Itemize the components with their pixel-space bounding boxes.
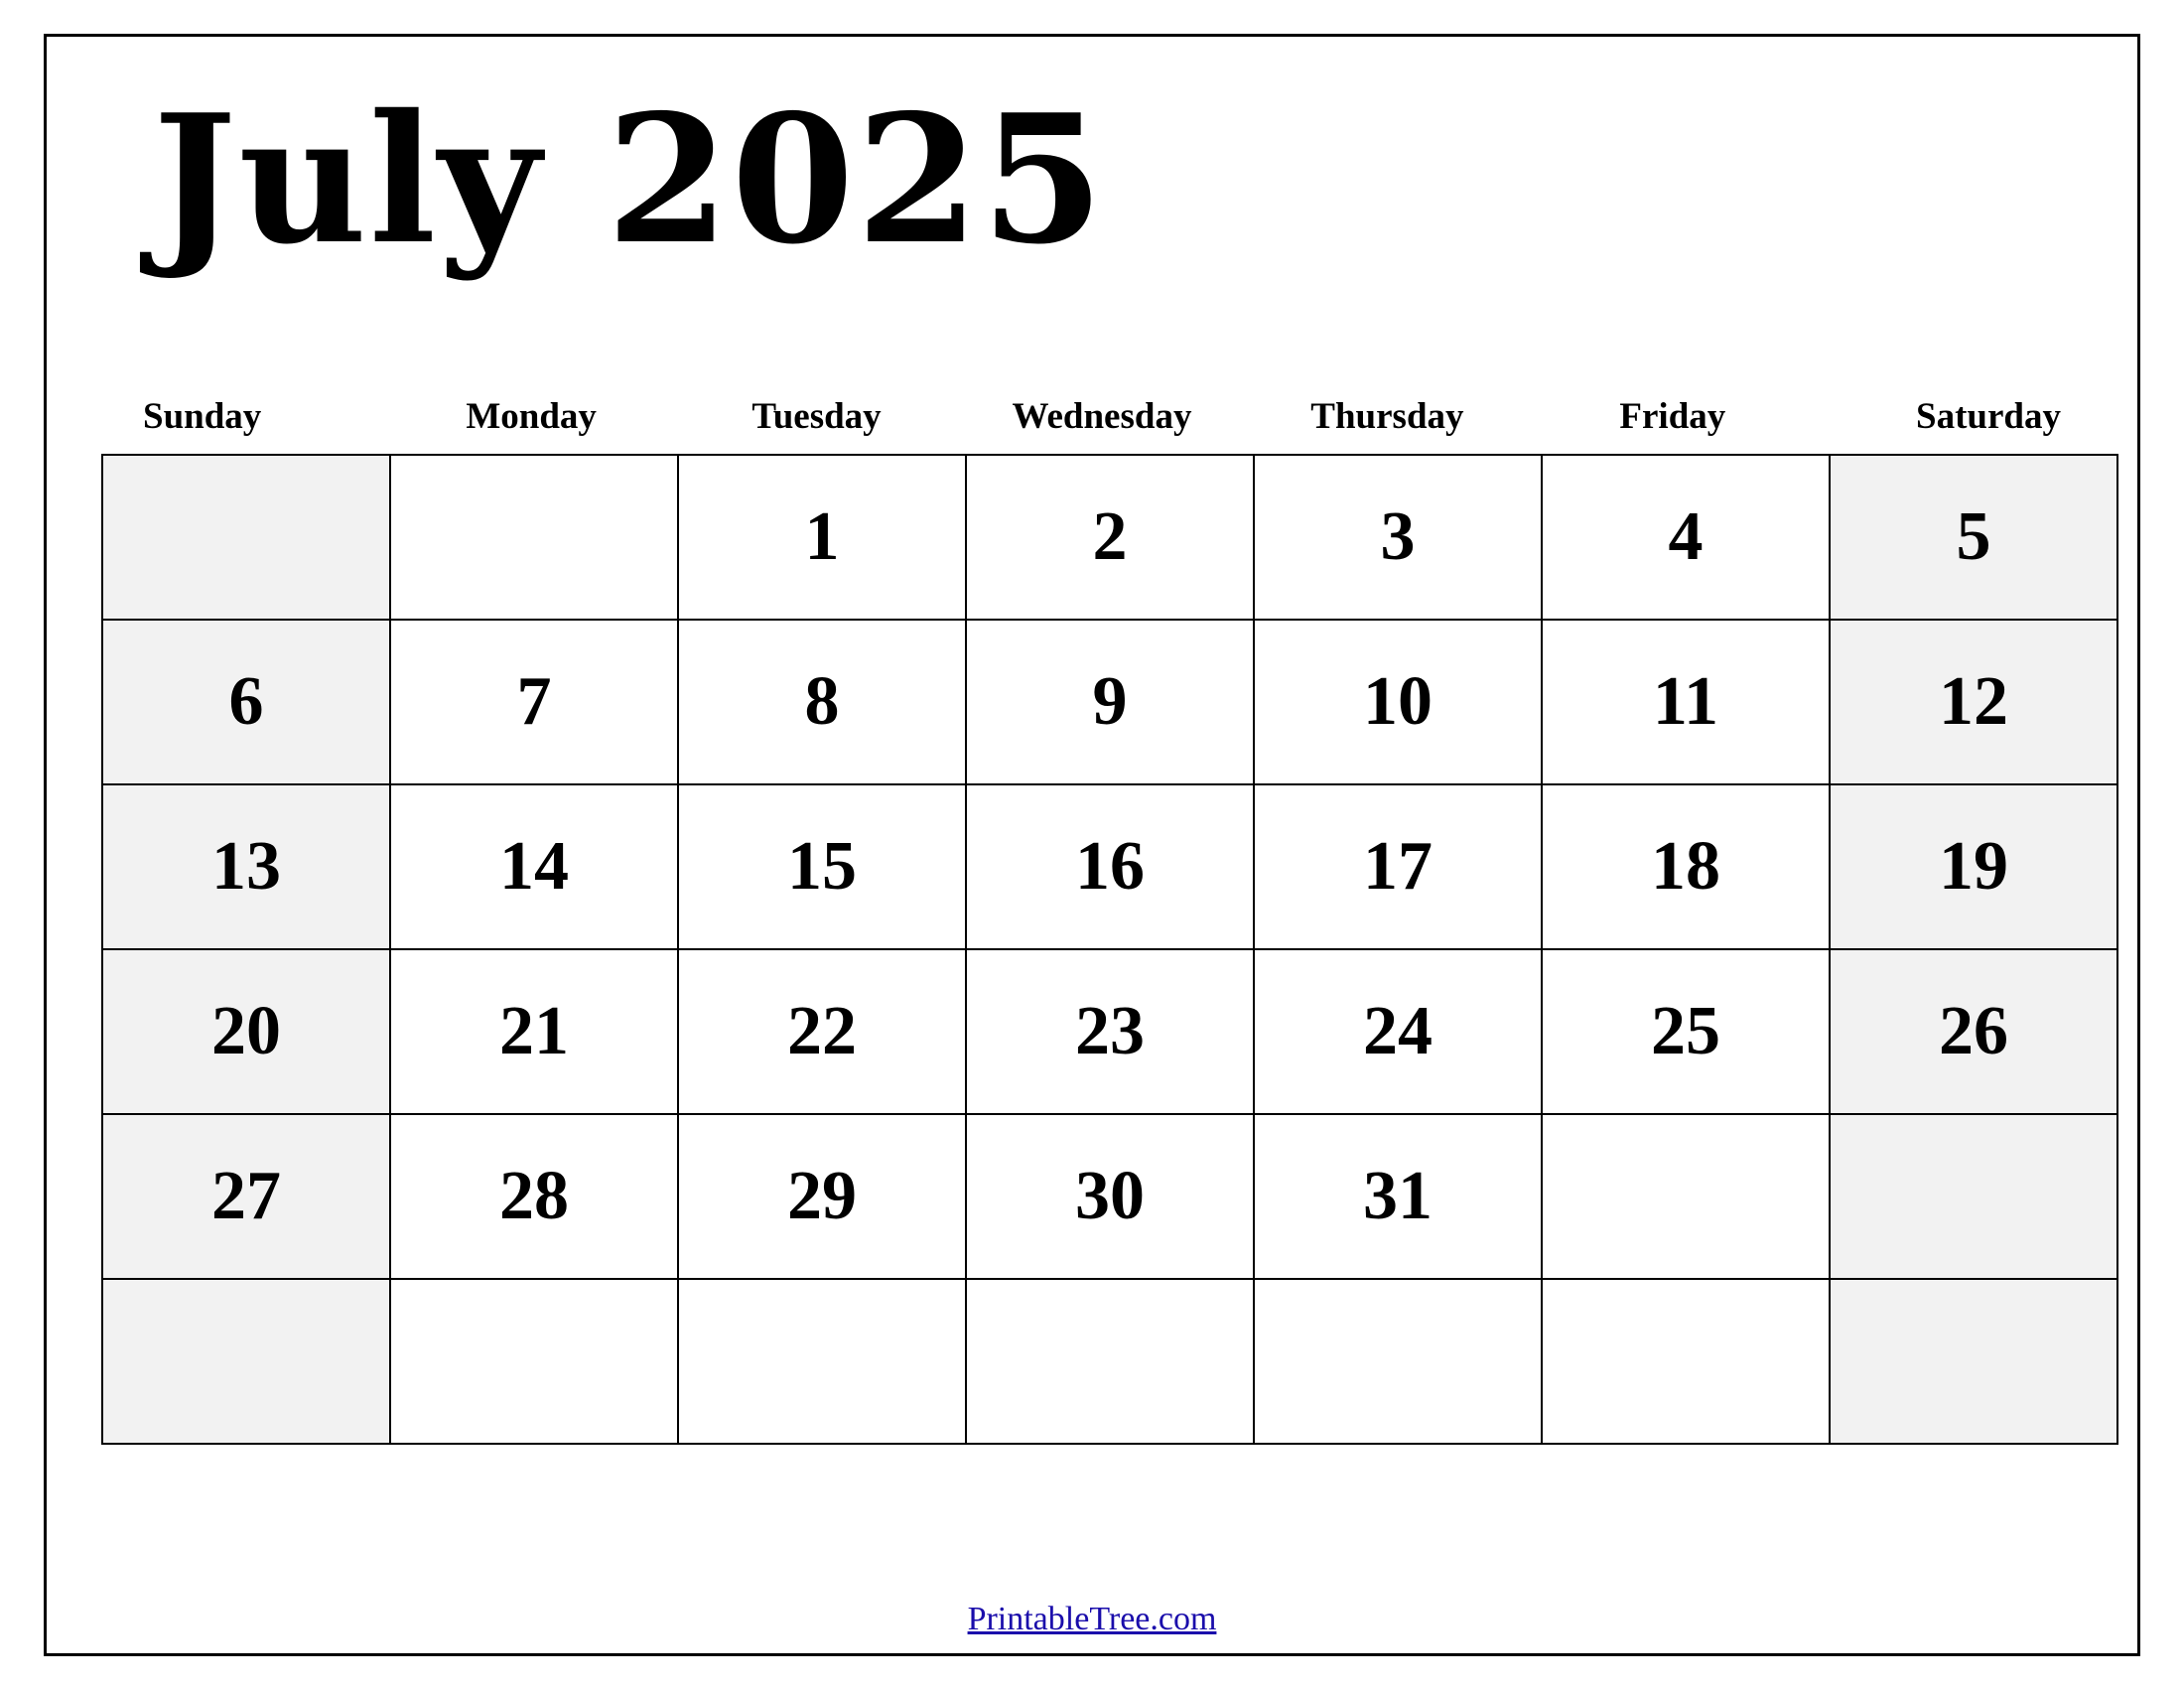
weekday-header-friday: Friday [1619,396,1726,437]
calendar-week-row [102,949,2117,1114]
day-cell[interactable]: 2 [966,455,1254,620]
weekday-header-monday: Monday [466,396,597,437]
weekday-header-tuesday: Tuesday [751,396,882,437]
day-cell[interactable]: 4 [1542,455,1830,620]
day-cell[interactable]: 21 [390,949,678,1114]
day-cell[interactable] [102,1279,390,1444]
day-cell[interactable] [678,1279,966,1444]
weekday-header-thursday: Thursday [1310,396,1464,437]
calendar-week-row [102,1279,2117,1444]
calendar-content [44,34,2140,1656]
day-cell[interactable]: 13 [102,784,390,949]
day-cell[interactable]: 27 [102,1114,390,1279]
weekday-header-row [103,395,2101,454]
day-cell[interactable]: 12 [1830,620,2117,784]
day-cell[interactable]: 18 [1542,784,1830,949]
day-cell[interactable]: 7 [390,620,678,784]
printabletree-link[interactable]: PrintableTree.com [967,1601,1217,1637]
weekday-header-saturday: Saturday [1916,396,2061,437]
weekday-header-wednesday: Wednesday [1012,396,1192,437]
day-cell[interactable]: 25 [1542,949,1830,1114]
day-cell[interactable]: 3 [1254,455,1542,620]
page-title: July 2025 [153,75,1107,283]
day-cell[interactable] [1542,1279,1830,1444]
day-cell[interactable]: 19 [1830,784,2117,949]
calendar-week-row [102,620,2117,784]
day-cell[interactable]: 20 [102,949,390,1114]
day-cell[interactable] [1830,1279,2117,1444]
day-cell[interactable]: 1 [678,455,966,620]
day-cell[interactable]: 14 [390,784,678,949]
calendar-week-row [102,1114,2117,1279]
day-cell[interactable] [390,1279,678,1444]
day-cell[interactable] [1254,1279,1542,1444]
calendar-grid [101,454,2118,1445]
calendar-week-row [102,455,2117,620]
day-cell[interactable]: 29 [678,1114,966,1279]
weekday-header-sunday: Sunday [143,396,262,437]
day-cell[interactable] [966,1279,1254,1444]
day-cell[interactable] [1542,1114,1830,1279]
day-cell[interactable]: 30 [966,1114,1254,1279]
day-cell[interactable]: 23 [966,949,1254,1114]
day-cell[interactable]: 31 [1254,1114,1542,1279]
day-cell[interactable]: 11 [1542,620,1830,784]
day-cell[interactable]: 22 [678,949,966,1114]
day-cell[interactable] [102,455,390,620]
day-cell[interactable]: 26 [1830,949,2117,1114]
day-cell[interactable]: 6 [102,620,390,784]
day-cell[interactable]: 28 [390,1114,678,1279]
day-cell[interactable]: 9 [966,620,1254,784]
day-cell[interactable]: 17 [1254,784,1542,949]
calendar-week-row [102,784,2117,949]
day-cell[interactable] [390,455,678,620]
day-cell[interactable]: 16 [966,784,1254,949]
day-cell[interactable]: 5 [1830,455,2117,620]
footer [44,1601,2140,1638]
day-cell[interactable]: 24 [1254,949,1542,1114]
day-cell[interactable]: 8 [678,620,966,784]
day-cell[interactable]: 15 [678,784,966,949]
day-cell[interactable]: 10 [1254,620,1542,784]
day-cell[interactable] [1830,1114,2117,1279]
